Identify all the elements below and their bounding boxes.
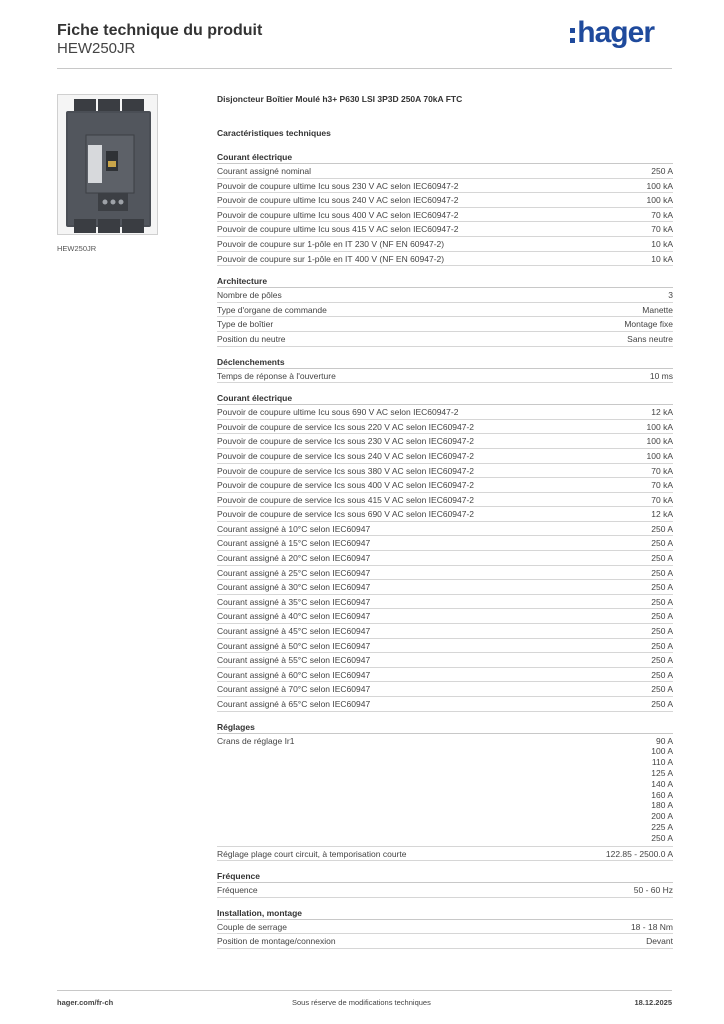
spec-row <box>217 179 673 194</box>
spec-value: 125 A <box>651 767 673 778</box>
section-title: Courant électrique <box>217 393 673 405</box>
spec-value: 250 A <box>651 626 673 637</box>
spec-value: 10 ms <box>649 370 673 381</box>
spec-value: Montage fixe <box>624 319 673 330</box>
spec-label: Courant assigné à 15°C selon IEC60947 <box>217 538 371 549</box>
spec-label: Courant assigné à 30°C selon IEC60947 <box>217 582 371 593</box>
spec-label: Crans de réglage Ir1 <box>217 735 295 746</box>
spec-value: 225 A <box>651 821 673 832</box>
spec-label: Pouvoir de coupure sur 1-pôle en IT 400 V (NF EN 60947-2) <box>217 253 445 264</box>
spec-label: Courant assigné à 40°C selon IEC60947 <box>217 611 371 622</box>
spec-label: Fréquence <box>217 885 258 896</box>
spec-value: 100 kA <box>646 436 673 447</box>
spec-row <box>217 420 673 435</box>
spec-label: Courant assigné à 25°C selon IEC60947 <box>217 567 371 578</box>
spec-value: 200 A <box>651 811 673 822</box>
spec-section <box>217 276 673 346</box>
image-caption: HEW250JR <box>57 244 97 253</box>
spec-row <box>217 449 673 464</box>
spec-label: Pouvoir de coupure de service Ics sous 230 V AC selon IEC60947-2 <box>217 436 475 447</box>
spec-row <box>217 697 673 712</box>
spec-value: 110 A <box>651 757 673 768</box>
spec-label: Courant assigné à 65°C selon IEC60947 <box>217 699 371 709</box>
spec-value: 250 A <box>651 166 673 176</box>
spec-label: Temps de réponse à l'ouverture <box>217 370 336 381</box>
spec-row <box>217 536 673 551</box>
spec-value: 18 - 18 Nm <box>630 921 673 932</box>
spec-row <box>217 609 673 624</box>
spec-row <box>217 208 673 223</box>
spec-value: 250 A <box>651 611 673 622</box>
spec-value: 70 kA <box>651 209 673 220</box>
spec-value: 12 kA <box>651 407 673 418</box>
spec-label: Pouvoir de coupure de service Ics sous 380 V AC selon IEC60947-2 <box>217 465 475 476</box>
spec-label: Position de montage/connexion <box>217 936 336 947</box>
spec-label: Pouvoir de coupure ultime Icu sous 415 V AC selon IEC60947-2 <box>217 224 459 235</box>
spec-row <box>217 653 673 668</box>
spec-label: Pouvoir de coupure sur 1-pôle en IT 230 V (NF EN 60947-2) <box>217 238 445 249</box>
spec-value: Sans neutre <box>627 333 673 344</box>
spec-value: 250 A <box>651 684 673 695</box>
sections-container <box>217 152 673 949</box>
spec-value: 250 A <box>651 567 673 578</box>
spec-label: Pouvoir de coupure ultime Icu sous 400 V AC selon IEC60947-2 <box>217 209 459 220</box>
spec-value: 100 A <box>651 746 673 757</box>
spec-value: 122.85 - 2500.0 A <box>605 848 673 859</box>
spec-label: Type de boîtier <box>217 319 274 330</box>
spec-row <box>217 478 673 493</box>
spec-value: 250 A <box>651 699 673 709</box>
product-description: Disjoncteur Boîtier Moulé h3+ P630 LSI 3P3D 250A 70kA FTC <box>217 94 463 104</box>
spec-label: Pouvoir de coupure ultime Icu sous 240 V AC selon IEC60947-2 <box>217 195 459 206</box>
spec-value: 160 A <box>651 789 673 800</box>
footer-notice: Sous réserve de modifications techniques <box>292 998 431 1007</box>
spec-section <box>217 722 673 862</box>
section-title: Réglages <box>217 722 673 734</box>
spec-row <box>217 222 673 237</box>
spec-value: 70 kA <box>651 494 673 505</box>
spec-value: 70 kA <box>651 224 673 235</box>
spec-label: Pouvoir de coupure de service Ics sous 400 V AC selon IEC60947-2 <box>217 480 475 491</box>
spec-label: Pouvoir de coupure de service Ics sous 415 V AC selon IEC60947-2 <box>217 494 475 505</box>
spec-row <box>217 237 673 252</box>
spec-row <box>217 493 673 508</box>
spec-value-list <box>651 736 673 844</box>
spec-row <box>217 193 673 208</box>
spec-label: Pouvoir de coupure de service Ics sous 240 V AC selon IEC60947-2 <box>217 450 475 461</box>
spec-section <box>217 152 673 266</box>
section-title: Fréquence <box>217 871 673 883</box>
spec-value: 100 kA <box>646 195 673 206</box>
spec-label: Pouvoir de coupure de service Ics sous 220 V AC selon IEC60947-2 <box>217 421 475 432</box>
spec-label: Courant assigné à 10°C selon IEC60947 <box>217 523 371 534</box>
spec-row <box>217 580 673 595</box>
page-title: Fiche technique du produit <box>57 22 263 39</box>
spec-label: Couple de serrage <box>217 921 287 932</box>
spec-row <box>217 734 673 847</box>
spec-row <box>217 303 673 318</box>
spec-value: 250 A <box>651 582 673 593</box>
spec-value: 250 A <box>651 553 673 564</box>
spec-label: Pouvoir de coupure de service Ics sous 690 V AC selon IEC60947-2 <box>217 509 475 520</box>
header-divider <box>57 68 672 69</box>
spec-row <box>217 332 673 347</box>
spec-value: 10 kA <box>651 238 673 249</box>
spec-value: 70 kA <box>651 480 673 491</box>
footer-website: hager.com/fr-ch <box>57 998 114 1007</box>
spec-row <box>217 595 673 610</box>
spec-row <box>217 522 673 537</box>
spec-row <box>217 288 673 303</box>
spec-label: Courant assigné à 70°C selon IEC60947 <box>217 684 371 695</box>
spec-value: 250 A <box>651 669 673 680</box>
spec-value: 10 kA <box>651 253 673 264</box>
logo-dots-icon <box>570 28 575 43</box>
spec-value: 100 kA <box>646 450 673 461</box>
spec-row <box>217 847 673 862</box>
spec-row <box>217 639 673 654</box>
spec-row <box>217 668 673 683</box>
section-title: Courant électrique <box>217 152 673 164</box>
spec-value: 100 kA <box>646 180 673 191</box>
spec-row <box>217 464 673 479</box>
spec-label: Position du neutre <box>217 333 286 344</box>
spec-section <box>217 871 673 898</box>
spec-section <box>217 393 673 711</box>
datasheet-content <box>217 94 673 949</box>
spec-row <box>217 883 673 898</box>
product-image <box>57 94 158 235</box>
spec-label: Courant assigné à 60°C selon IEC60947 <box>217 669 371 680</box>
spec-label: Pouvoir de coupure ultime Icu sous 690 V AC selon IEC60947-2 <box>217 407 459 418</box>
spec-value: 140 A <box>651 778 673 789</box>
spec-row <box>217 252 673 267</box>
spec-value: Manette <box>642 304 673 315</box>
spec-value: 50 - 60 Hz <box>633 885 673 896</box>
spec-row <box>217 405 673 420</box>
footer-date: 18.12.2025 <box>634 998 672 1007</box>
spec-section <box>217 357 673 384</box>
spec-row <box>217 164 673 179</box>
spec-value: 180 A <box>651 800 673 811</box>
spec-value: 90 A <box>655 735 673 746</box>
spec-section <box>217 908 673 949</box>
spec-row <box>217 507 673 522</box>
spec-label: Courant assigné nominal <box>217 166 312 176</box>
circuit-breaker-icon <box>58 95 158 235</box>
spec-row <box>217 551 673 566</box>
spec-label: Pouvoir de coupure ultime Icu sous 230 V AC selon IEC60947-2 <box>217 180 459 191</box>
spec-value: 250 A <box>651 832 673 843</box>
spec-row <box>217 434 673 449</box>
spec-row <box>217 624 673 639</box>
spec-label: Type d'organe de commande <box>217 304 327 315</box>
footer-divider <box>57 990 672 991</box>
spec-value: 250 A <box>651 655 673 666</box>
product-reference: HEW250JR <box>57 40 136 57</box>
spec-label: Courant assigné à 50°C selon IEC60947 <box>217 640 371 651</box>
spec-value: 250 A <box>651 640 673 651</box>
spec-label: Courant assigné à 45°C selon IEC60947 <box>217 626 371 637</box>
spec-row <box>217 682 673 697</box>
spec-value: 70 kA <box>651 465 673 476</box>
spec-value: 3 <box>668 290 673 301</box>
spec-value: 250 A <box>651 538 673 549</box>
spec-row <box>217 369 673 384</box>
spec-label: Courant assigné à 20°C selon IEC60947 <box>217 553 371 564</box>
section-title: Architecture <box>217 276 673 288</box>
spec-row <box>217 566 673 581</box>
spec-value: 250 A <box>651 596 673 607</box>
spec-value: 250 A <box>651 523 673 534</box>
spec-row <box>217 317 673 332</box>
section-title: Installation, montage <box>217 908 673 920</box>
spec-value: Devant <box>646 936 673 947</box>
spec-label: Courant assigné à 55°C selon IEC60947 <box>217 655 371 666</box>
logo-text: hager <box>577 16 654 49</box>
section-title: Déclenchements <box>217 357 673 369</box>
spec-label: Nombre de pôles <box>217 290 282 301</box>
spec-label: Courant assigné à 35°C selon IEC60947 <box>217 596 371 607</box>
tech-characteristics-title: Caractéristiques techniques <box>217 128 331 138</box>
hager-logo <box>570 17 654 49</box>
spec-value: 12 kA <box>651 509 673 520</box>
spec-row <box>217 934 673 949</box>
spec-row <box>217 920 673 935</box>
spec-label: Réglage plage court circuit, à temporisation courte <box>217 848 407 859</box>
spec-value: 100 kA <box>646 421 673 432</box>
